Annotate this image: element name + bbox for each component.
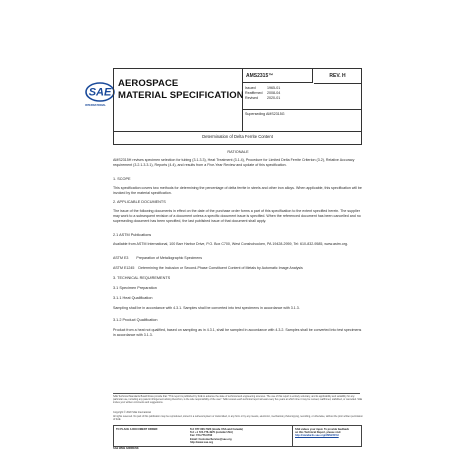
order-line: Email: CustomerService@sae.org xyxy=(190,437,232,441)
section-3-1-1-text: Sampling shall be in accordance with 4.3.1. Samples shall be converted into test specimens in accordance with 3.1.3. xyxy=(113,306,300,310)
section-3-heading: 3. TECHNICAL REQUIREMENTS xyxy=(113,276,171,280)
section-3-1-2-heading: 3.1.2 Product Qualification xyxy=(113,318,158,322)
date-label: Reaffirmed xyxy=(245,91,263,95)
document-title: Determination of Delta Ferrite Content xyxy=(113,130,362,145)
feedback-line: SAE values your input. To provide feedback xyxy=(295,428,349,431)
title-line-1: AEROSPACE xyxy=(118,78,179,89)
feedback-link[interactable]: http://standards.sae.org/AMS2315H xyxy=(295,434,339,438)
order-line: Fax: 724-776-0790 xyxy=(190,434,213,438)
sae-logo xyxy=(85,80,115,106)
title-line-2: MATERIAL SPECIFICATION xyxy=(118,90,244,101)
date-value: 2008-04 xyxy=(267,91,281,95)
astm-e3-ref: ASTM E3 Preparation of Metallographic Specimens xyxy=(113,256,203,260)
section-2-1-heading: 2.1 ASTM Publications xyxy=(113,233,152,237)
footer-divider xyxy=(113,393,360,394)
section-2-1-text: Available from ASTM International, 100 Barr Harbor Drive, P.O. Box C700, West Conshohocken, PA 19428-2959, Tel: 610-832-9585, www.astm.org. xyxy=(113,242,348,246)
sae-logo-icon xyxy=(85,80,115,104)
feedback-box xyxy=(292,426,361,446)
svg-text:SAE: SAE xyxy=(88,86,112,99)
divider xyxy=(243,109,361,110)
order-link[interactable]: http://www.sae.org xyxy=(190,440,214,444)
spec-number: AMS2315™ xyxy=(243,69,313,83)
section-1-heading: 1. SCOPE xyxy=(113,177,131,181)
rationale-text: AMS2315H revises specimen selection for tubing (3.1.3.3), Heat Treatment (3.1.4), Procedure for Limited Delta Ferrite Criterion (3.2), Relative Accuracy requirement (3.2.1.3.3.1), Reports (4.4), and results from a Five-Year Review and update of this specification. xyxy=(113,158,355,167)
section-3-1-1-heading: 3.1.1 Heat Qualification xyxy=(113,296,153,300)
copyright: Copyright © 2020 SAE International xyxy=(113,411,151,414)
section-3-1-2-text: Product from a heat not qualified, based on sampling as in 4.3.1, shall be sampled in accordance with 4.3.2. Samples shall be converted into test specimens in accordance with 3.1.3. xyxy=(113,328,362,337)
order-line: Tel: +1 724-776-4970 (outside USA) xyxy=(190,431,233,435)
spec-header xyxy=(113,68,362,132)
rationale-heading: RATIONALE xyxy=(227,150,249,154)
astm-e1245-ref: ASTM E1245 Determining the Inclusion or Second-Phase Constituent Content of Metals by Automatic Image Analysis xyxy=(113,266,303,270)
date-label: Issued xyxy=(245,86,256,90)
order-line: Tel: 877-606-7323 (inside USA and Canada) xyxy=(190,428,243,431)
section-2-heading: 2. APPLICABLE DOCUMENTS xyxy=(113,200,166,204)
order-label: TO PLACE A DOCUMENT ORDER: xyxy=(116,428,159,431)
date-row xyxy=(245,96,357,101)
date-label: Revised xyxy=(245,96,258,100)
order-box xyxy=(113,425,362,447)
section-3-1-heading: 3.1 Specimen Preparation xyxy=(113,286,157,290)
rights-notice: All rights reserved. No part of this publication may be reproduced, stored in a retrieval system or transmitted, in any form or by any means, electronic, mechanical, photocopying, recording, or otherwise, without the prior written permission of SAE. xyxy=(113,415,363,422)
date-value: 2020-01 xyxy=(267,96,281,100)
date-value: 1965-01 xyxy=(267,86,281,90)
title-cell xyxy=(114,69,243,131)
date-list xyxy=(245,86,357,101)
logo-tagline: INTERNATIONAL xyxy=(85,104,106,107)
superseding-note: Superseding AMS2315G xyxy=(245,112,285,116)
revision: REV. H xyxy=(314,69,361,84)
order-contacts xyxy=(190,428,286,444)
web-address-label: SAE WEB ADDRESS: xyxy=(113,447,140,450)
section-1-text: This specification covers two methods for determining the percentage of delta ferrite in steels and other iron alloys. When applicable, this specification will be invoked by the material specification. xyxy=(113,186,362,195)
feedback-line: on this Technical Report, please visit xyxy=(295,431,341,435)
footer-disclaimer: SAE Technical Standards Board Rules provide that: "This report is published by SAE to advance the state of technical and engineering sciences. The use of this report is entirely voluntary, and its applicability and suitability for any particular use, including any patent infringement arising therefrom, is the sole responsibility of the user." SAE reviews each technical report at least every five years at which time it may be revised, reaffirmed, stabilized, or cancelled. SAE invites your written comments and suggestions. xyxy=(113,395,363,405)
section-2-text: The issue of the following documents in effect on the date of the purchase order forms a part of this specification to the extent specified herein. The supplier may work to a subsequent revision of a document unless a specific document issue is specified. When the referenced document has been cancelled and no superseding document has been specified, the last published issue of that document shall apply. xyxy=(113,209,361,223)
